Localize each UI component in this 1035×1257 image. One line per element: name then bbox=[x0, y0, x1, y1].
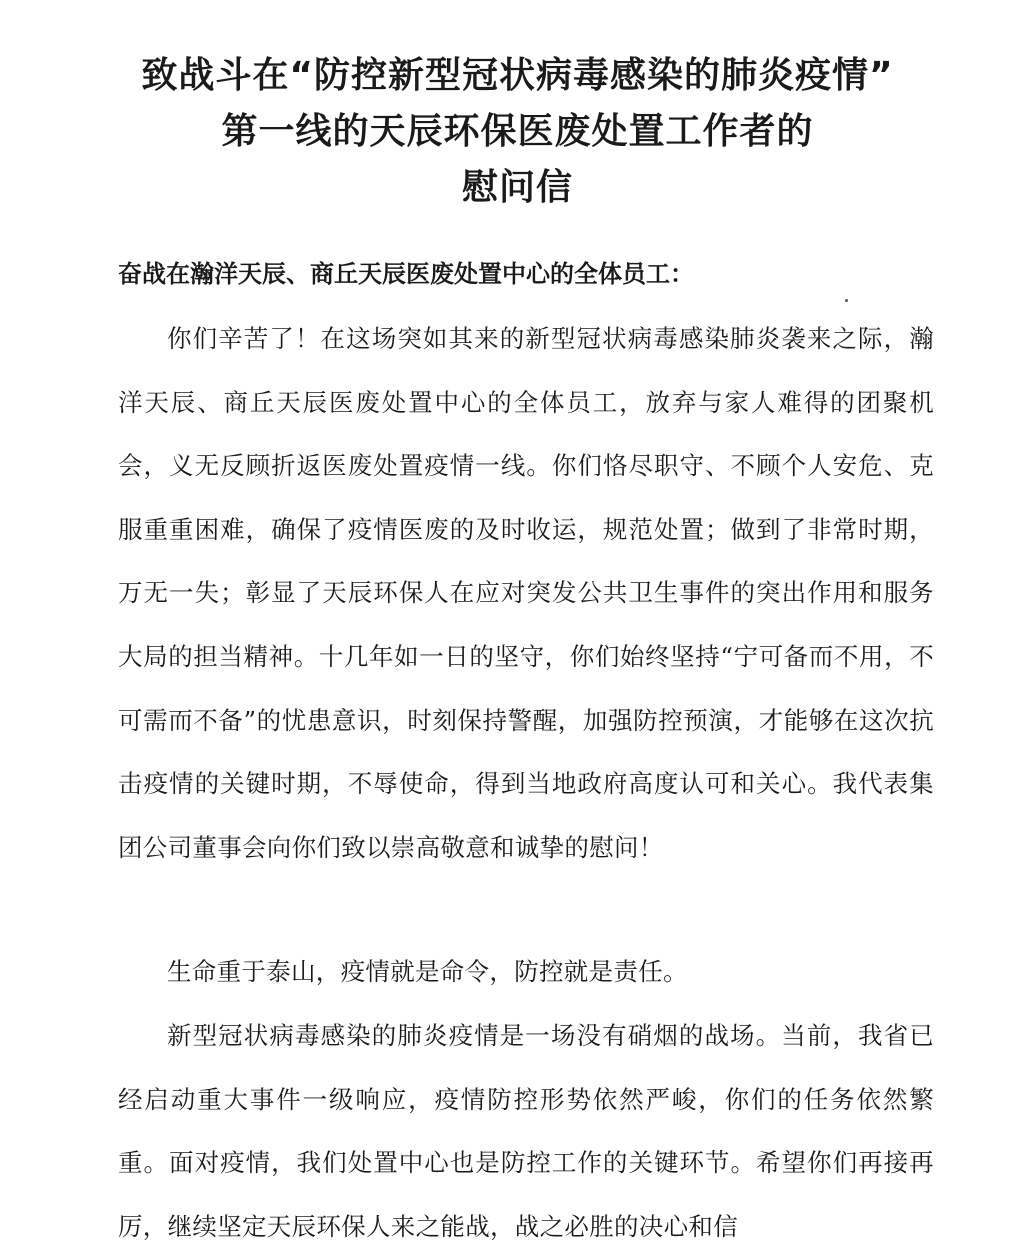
body-paragraph-2 bbox=[118, 940, 934, 1004]
body-paragraph-1 bbox=[118, 307, 934, 879]
body-paragraph-3 bbox=[118, 1004, 934, 1257]
title-line-1: 致战斗在“防控新型冠状病毒感染的肺炎疫情” bbox=[141, 55, 894, 96]
paragraph-text: 生命重于泰山，疫情就是命令，防控就是责任。 bbox=[167, 957, 688, 986]
scan-speck bbox=[845, 299, 848, 302]
paragraph-text: 新型冠状病毒感染的肺炎疫情是一场没有硝烟的战场。当前，我省已经启动重大事件一级响应，疫情防控形势依然严峻，你们的任务依然繁重。面对疫情，我们处置中心也是防控工作的关键环节。希望你们再接再厉，继续坚定天辰环保人来之能战，战之必胜的决心和信 bbox=[118, 1021, 934, 1241]
paragraph-text: 你们辛苦了！在这场突如其来的新型冠状病毒感染肺炎袭来之际，瀚洋天辰、商丘天辰医废处置中心的全体员工，放弃与家人难得的团聚机会，义无反顾折返医废处置疫情一线。你们恪尽职守、不顾个人安危、克服重重困难，确保了疫情医废的及时收运，规范处置；做到了非常时期，万无一失；彰显了天辰环保人在应对突发公共卫生事件的突出作用和服务大局的担当精神。十几年如一日的坚守，你们始终坚持“宁可备而不用，不可需而不备”的忧患意识，时刻保持警醒，加强防控预演，才能够在这次抗击疫情的关键时期，不辱使命，得到当地政府高度认可和关心。我代表集团公司董事会向你们致以崇高敬意和诚挚的慰问！ bbox=[118, 324, 934, 862]
salutation: 奋战在瀚洋天辰、商丘天辰医废处置中心的全体员工： bbox=[118, 260, 694, 288]
letter-title bbox=[0, 48, 1035, 216]
title-line-2: 第一线的天辰环保医废处置工作者的 bbox=[221, 111, 814, 152]
title-line-3: 慰问信 bbox=[461, 167, 573, 208]
